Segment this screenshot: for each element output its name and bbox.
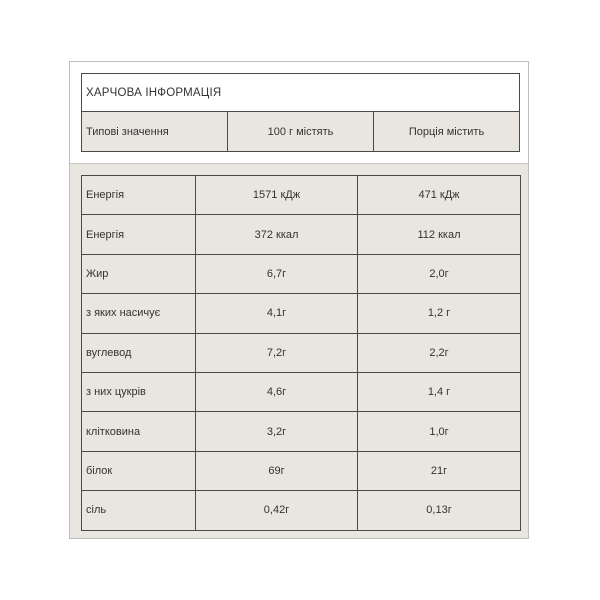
row-label: Енергія	[82, 215, 196, 254]
row-value-per-portion: 1,4 г	[358, 372, 521, 411]
row-value-per-portion: 471 кДж	[358, 176, 521, 215]
row-label: з яких насичує	[82, 294, 196, 333]
table-row	[82, 491, 521, 530]
row-value-per-100g: 7,2г	[196, 333, 358, 372]
row-value-per-100g: 4,6г	[196, 372, 358, 411]
table-row	[82, 215, 521, 254]
table-row	[82, 412, 521, 451]
table-row	[82, 176, 521, 215]
row-value-per-100g: 372 ккал	[196, 215, 358, 254]
row-value-per-100g: 69г	[196, 451, 358, 490]
row-label: білок	[82, 451, 196, 490]
row-value-per-100g: 0,42г	[196, 491, 358, 530]
row-value-per-portion: 1,2 г	[358, 294, 521, 333]
nutrition-body-table	[81, 175, 521, 531]
row-value-per-100g: 4,1г	[196, 294, 358, 333]
table-row	[82, 451, 521, 490]
row-label: Жир	[82, 254, 196, 293]
row-label: клітковина	[82, 412, 196, 451]
nutrition-header-table	[81, 73, 520, 152]
column-header-typical-values: Типові значення	[82, 112, 228, 152]
row-value-per-portion: 2,0г	[358, 254, 521, 293]
row-label: з них цукрів	[82, 372, 196, 411]
row-label: вуглевод	[82, 333, 196, 372]
table-row	[82, 254, 521, 293]
row-value-per-100g: 6,7г	[196, 254, 358, 293]
table-row	[82, 333, 521, 372]
column-header-per-100g: 100 г містять	[228, 112, 374, 152]
table-title: ХАРЧОВА ІНФОРМАЦІЯ	[82, 74, 520, 112]
nutrition-panel	[69, 61, 529, 539]
row-value-per-portion: 0,13г	[358, 491, 521, 530]
row-label: Енергія	[82, 176, 196, 215]
row-value-per-portion: 112 ккал	[358, 215, 521, 254]
row-label: сіль	[82, 491, 196, 530]
row-value-per-100g: 1571 кДж	[196, 176, 358, 215]
row-value-per-100g: 3,2г	[196, 412, 358, 451]
row-value-per-portion: 1,0г	[358, 412, 521, 451]
table-row	[82, 294, 521, 333]
table-row	[82, 372, 521, 411]
row-value-per-portion: 21г	[358, 451, 521, 490]
column-header-per-portion: Порція містить	[374, 112, 520, 152]
column-header-row	[82, 112, 520, 152]
row-value-per-portion: 2,2г	[358, 333, 521, 372]
